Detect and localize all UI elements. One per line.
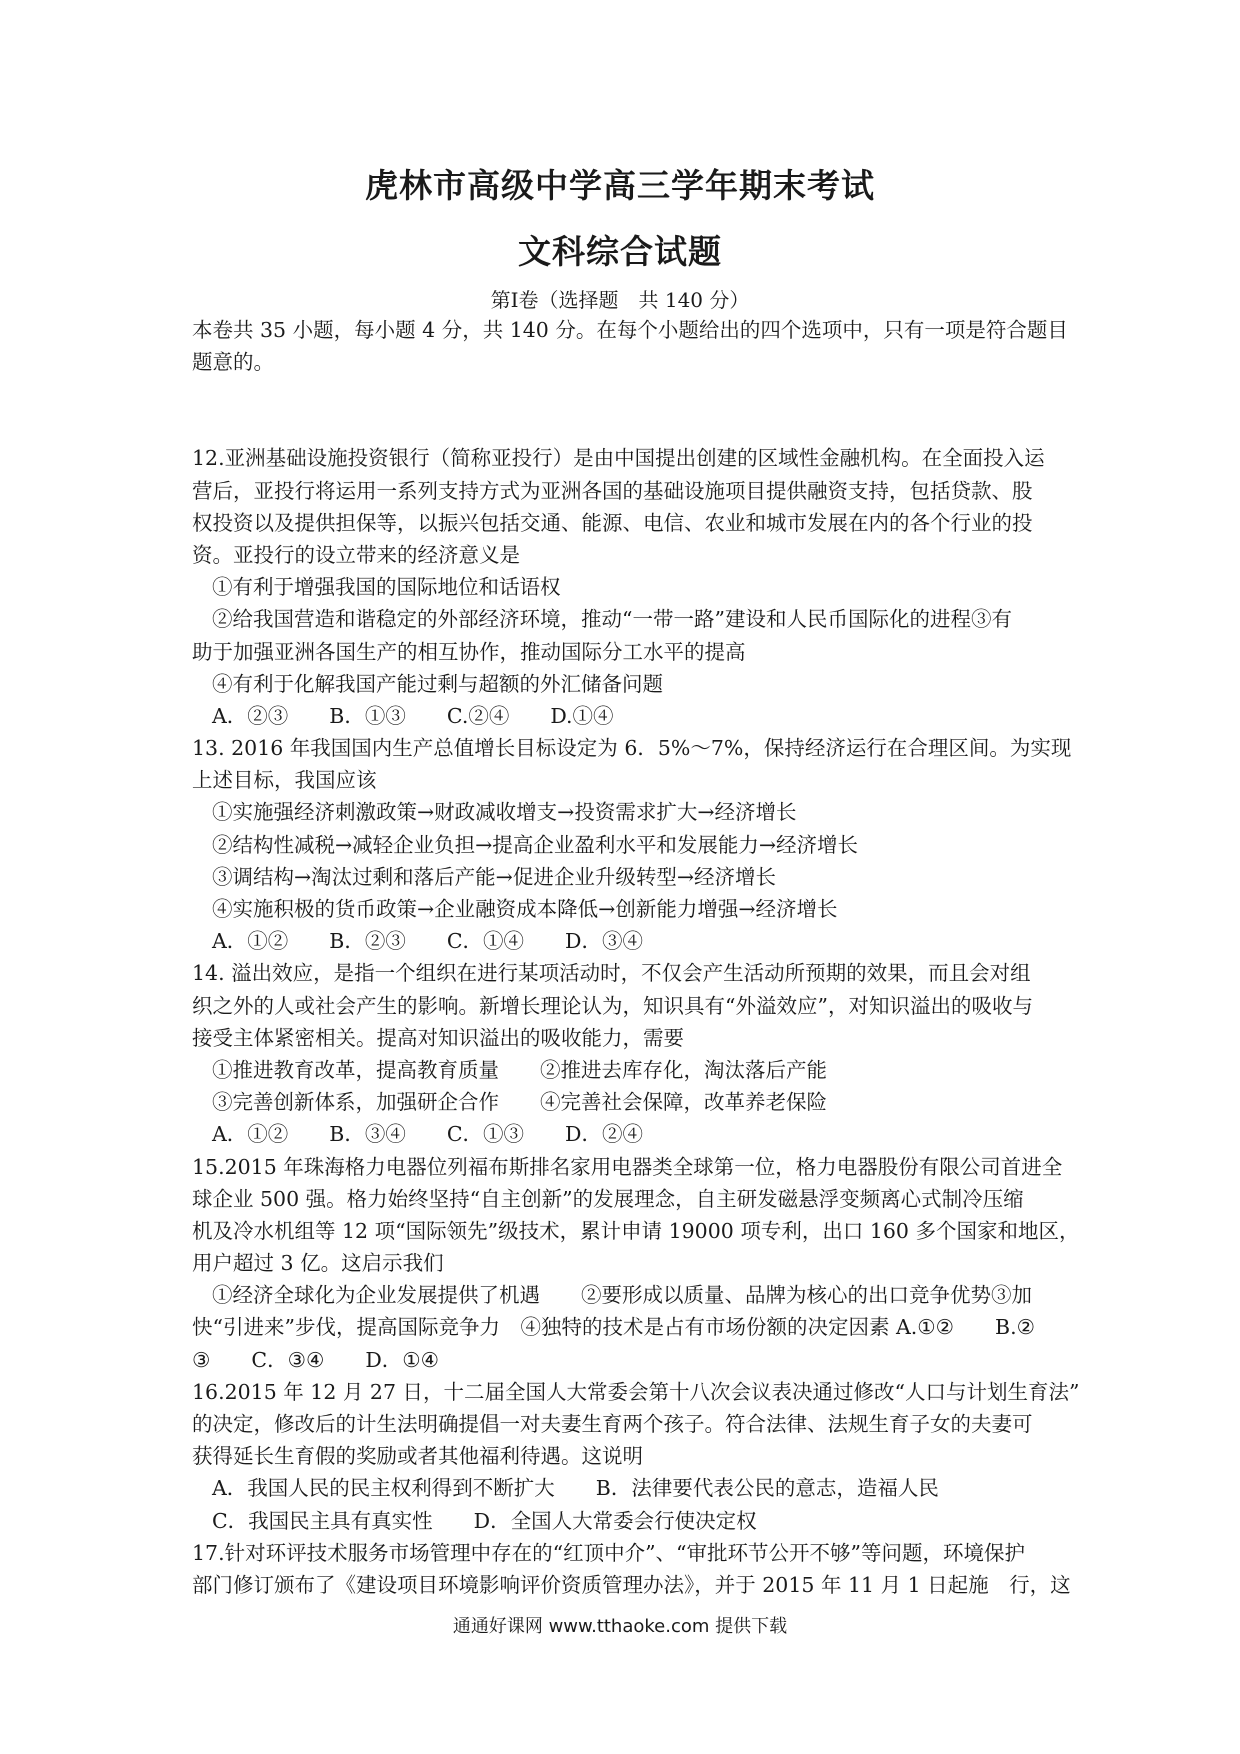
question-text-line: 用户超过 3 亿。这启示我们	[192, 1251, 444, 1276]
question-text-line: 15.2015 年珠海格力电器位列福布斯排名家用电器类全球第一位，格力电器股份有限公司首进全	[192, 1154, 1063, 1179]
option-line: ④有利于化解我国产能过剩与超额的外汇储备问题	[212, 671, 663, 696]
option-line: 快“引进来”步伐，提高国际竞争力 ④独特的技术是占有市场份额的决定因素 A.①② B.②	[192, 1315, 1036, 1340]
question-text-line: 权投资以及提供担保等，以振兴包括交通、能源、电信、农业和城市发展在内的各个行业的投	[192, 510, 1033, 535]
exam-body	[192, 314, 1092, 1601]
answer-choices: A．①② B．②③ C．①④ D．③④	[212, 929, 643, 954]
question-text-line: 机及冷水机组等 12 项“国际领先”级技术，累计申请 19000 项专利，出口 160 多个国家和地区，	[192, 1218, 1080, 1243]
option-line: ③调结构→淘汰过剩和落后产能→促进企业升级转型→经济增长	[212, 864, 777, 889]
option-line: ③完善创新体系，加强研企合作 ④完善社会保障，改革养老保险	[212, 1090, 827, 1115]
answer-choices: ③ C．③④ D．①④	[192, 1347, 440, 1372]
option-line: ①实施强经济刺激政策→财政减收增支→投资需求扩大→经济增长	[212, 800, 797, 825]
question-text-line: 12.亚洲基础设施投资银行（简称亚投行）是由中国提出创建的区域性金融机构。在全面投入运	[192, 446, 1045, 471]
question-14	[192, 957, 1092, 1150]
question-text-line: 接受主体紧密相关。提高对知识溢出的吸收能力，需要	[192, 1025, 684, 1050]
answer-choices: C．我国民主具有真实性 D．全国人大常委会行使决定权	[212, 1508, 757, 1533]
answer-choices: A．①② B．③④ C．①③ D．②④	[212, 1122, 643, 1147]
page-footer: 通通好课网 www.tthaoke.com 提供下载	[452, 1616, 788, 1637]
question-text-line: 营后，亚投行将运用一系列支持方式为亚洲各国的基础设施项目提供融资支持，包括贷款、股	[192, 478, 1033, 503]
question-text-line: 16.2015 年 12 月 27 日，十二届全国人大常委会第十八次会议表决通过修改“人口与计划生育法”	[192, 1379, 1080, 1404]
question-13	[192, 732, 1092, 957]
question-text-line: 上述目标，我国应该	[192, 768, 377, 793]
question-12	[192, 442, 1092, 732]
question-17	[192, 1537, 1092, 1601]
option-line: ①有利于增强我国的国际地位和话语权	[212, 575, 561, 600]
question-text-line: 获得延长生育假的奖励或者其他福利待遇。这说明	[192, 1444, 643, 1469]
question-text-line: 资。亚投行的设立带来的经济意义是	[192, 542, 520, 567]
question-text-line: 14. 溢出效应，是指一个组织在进行某项活动时，不仅会产生活动所预期的效果，而且会对组	[192, 961, 1031, 986]
exam-title: 虎林市高级中学高三学年期末考试	[365, 166, 875, 205]
option-line: ②结构性减税→减轻企业负担→提高企业盈利水平和发展能力→经济增长	[212, 832, 859, 857]
option-line: ①推进教育改革，提高教育质量 ②推进去库存化，淘汰落后产能	[212, 1057, 827, 1082]
question-text-line: 13. 2016 年我国国内生产总值增长目标设定为 6．5%～7%，保持经济运行在合理区间。为实现	[192, 736, 1072, 761]
question-text-line: 球企业 500 强。格力始终坚持“自主创新”的发展理念，自主研发磁悬浮变频离心式制冷压缩	[192, 1186, 1024, 1211]
section-heading: 第Ⅰ卷（选择题 共 140 分）	[490, 288, 750, 312]
question-16	[192, 1376, 1092, 1537]
answer-choices: A．我国人民的民主权利得到不断扩大 B．法律要代表公民的意志，造福人民	[212, 1476, 939, 1501]
exam-subtitle: 文科综合试题	[518, 232, 722, 271]
option-line: ①经济全球化为企业发展提供了机遇 ②要形成以质量、品牌为核心的出口竞争优势③加	[212, 1283, 1032, 1308]
question-text-line: 17.针对环评技术服务市场管理中存在的“红顶中介”、“审批环节公开不够”等问题，环境保护	[192, 1540, 1026, 1565]
option-line: ②给我国营造和谐稳定的外部经济环境，推动“一带一路”建设和人民币国际化的进程③有	[212, 607, 1012, 632]
question-text-line: 的决定，修改后的计生法明确提倡一对夫妻生育两个孩子。符合法律、法规生育子女的夫妻可	[192, 1412, 1033, 1436]
option-line: ④实施积极的货币政策→企业融资成本降低→创新能力增强→经济增长	[212, 897, 838, 921]
question-15	[192, 1151, 1092, 1376]
intro-line: 本卷共 35 小题，每小题 4 分，共 140 分。在每个小题给出的四个选项中，只有一项是符合题目	[192, 318, 1068, 342]
intro-line: 题意的。	[192, 350, 274, 375]
option-line: 助于加强亚洲各国生产的相互协作，推动国际分工水平的提高	[192, 639, 746, 664]
question-text-line: 部门修订颁布了《建设项目环境影响评价资质管理办法》，并于 2015 年 11 月 1 日起施 行，这	[192, 1572, 1071, 1597]
answer-choices: A．②③ B．①③ C.②④ D.①④	[212, 703, 614, 728]
question-text-line: 织之外的人或社会产生的影响。新增长理论认为，知识具有“外溢效应”，对知识溢出的吸收与	[192, 993, 1033, 1018]
